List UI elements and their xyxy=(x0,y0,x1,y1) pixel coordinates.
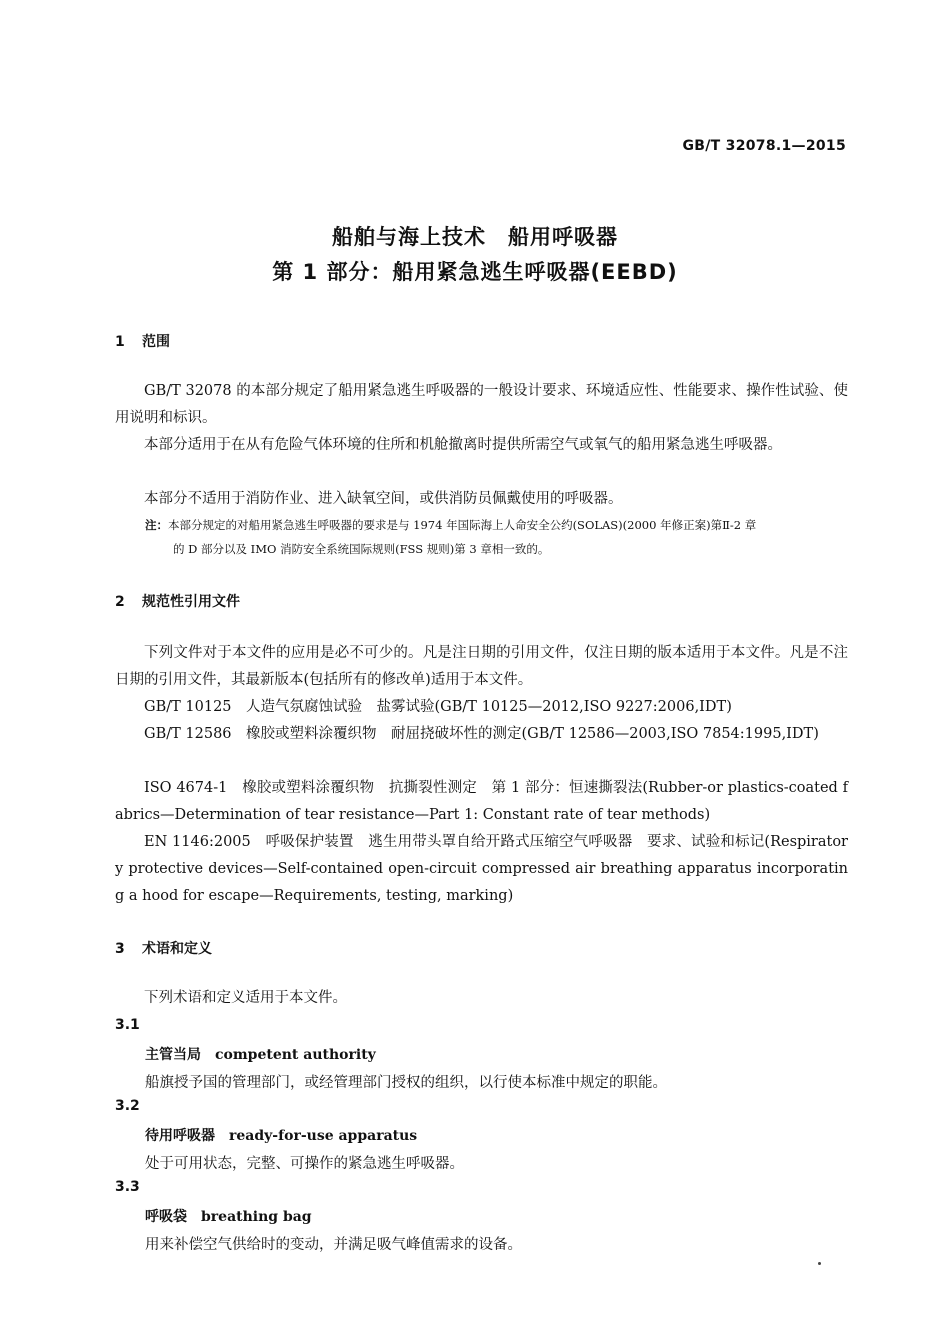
term-name xyxy=(145,1206,312,1226)
section-number: 3 xyxy=(115,941,125,957)
section-title: 范围 xyxy=(142,334,170,350)
normative-intro-paragraph: 下列文件对于本文件的应用是必不可少的。凡是注日期的引用文件，仅注日期的版本适用于本文件。凡是不注日期的引用文件，其最新版本(包括所有的修改单)适用于本文件。 xyxy=(115,645,848,688)
document-title-line-1: 船舶与海上技术 船用呼吸器 xyxy=(332,225,618,249)
reference-gbt-10125: GB/T 10125 人造气氛腐蚀试验 盐雾试验(GB/T 10125—2012,ISO 9227:2006,IDT) xyxy=(144,699,732,715)
term-name-zh: 主管当局 xyxy=(145,1047,201,1063)
terms-intro-paragraph: 下列术语和定义适用于本文件。 xyxy=(144,990,347,1006)
scope-note xyxy=(145,513,848,561)
scope-paragraph-1: GB/T 32078 的本部分规定了船用紧急逃生呼吸器的一般设计要求、环境适应性、性能要求、操作性试验、使用说明和标识。 xyxy=(115,383,848,426)
note-line-2: 的 D 部分以及 IMO 消防安全系统国际规则(FSS 规则)第 3 章相一致的。 xyxy=(173,542,550,556)
document-title-line-2: 第 1 部分：船用紧急逃生呼吸器(EEBD) xyxy=(272,260,678,284)
standard-code: GB/T 32078.1—2015 xyxy=(682,138,846,154)
note-line-1: 注：本部分规定的对船用紧急逃生呼吸器的要求是与 1974 年国际海上人命安全公约(SOLAS)(2000 年修正案)第Ⅱ-2 章 xyxy=(145,518,757,532)
term-name-en: ready-for-use apparatus xyxy=(229,1128,418,1144)
note-label: 注： xyxy=(145,518,168,532)
term-number: 3.2 xyxy=(115,1098,140,1114)
term-name-zh: 待用呼吸器 xyxy=(145,1128,215,1144)
scope-paragraph-2: 本部分适用于在从有危险气体环境的住所和机舱撤离时提供所需空气或氧气的船用紧急逃生呼吸器。 xyxy=(144,437,782,453)
reference-gbt-12586: GB/T 12586 橡胶或塑料涂覆织物 耐屈挠破坏性的测定(GB/T 12586—2003,ISO 7854:1995,IDT) xyxy=(144,726,819,742)
term-name-zh: 呼吸袋 xyxy=(145,1209,187,1225)
section-title: 规范性引用文件 xyxy=(142,594,240,610)
scope-paragraph-3: 本部分不适用于消防作业、进入缺氧空间，或供消防员佩戴使用的呼吸器。 xyxy=(144,491,623,507)
term-name-en: competent authority xyxy=(215,1047,376,1063)
reference-iso-4674-1: ISO 4674-1 橡胶或塑料涂覆织物 抗撕裂性测定 第 1 部分：恒速撕裂法(Rubber-or plastics-coated fabrics—Determination of tear resistance—Part 1: Constant rate of tear methods) xyxy=(115,780,848,823)
scan-dot-mark xyxy=(818,1262,821,1265)
section-number: 1 xyxy=(115,334,125,350)
section-2-heading xyxy=(115,591,240,611)
term-number: 3.1 xyxy=(115,1017,140,1033)
section-title: 术语和定义 xyxy=(142,941,212,957)
section-number: 2 xyxy=(115,594,125,610)
term-number: 3.3 xyxy=(115,1179,140,1195)
term-definition: 用来补偿空气供给时的变动，并满足吸气峰值需求的设备。 xyxy=(145,1237,522,1253)
section-1-heading xyxy=(115,331,170,351)
term-name-en: breathing bag xyxy=(201,1209,312,1225)
section-3-heading xyxy=(115,938,212,958)
reference-en-1146: EN 1146:2005 呼吸保护装置 逃生用带头罩自给开路式压缩空气呼吸器 要求、试验和标记(Respiratory protective devices—Self-contained open-circuit compressed air breathing apparatus incorporating a hood for escape—Requirements, testing, marking) xyxy=(115,834,848,904)
term-name xyxy=(145,1125,417,1145)
term-name xyxy=(145,1044,376,1064)
term-definition: 处于可用状态，完整、可操作的紧急逃生呼吸器。 xyxy=(145,1156,464,1172)
term-definition: 船旗授予国的管理部门，或经管理部门授权的组织，以行使本标准中规定的职能。 xyxy=(145,1075,667,1091)
